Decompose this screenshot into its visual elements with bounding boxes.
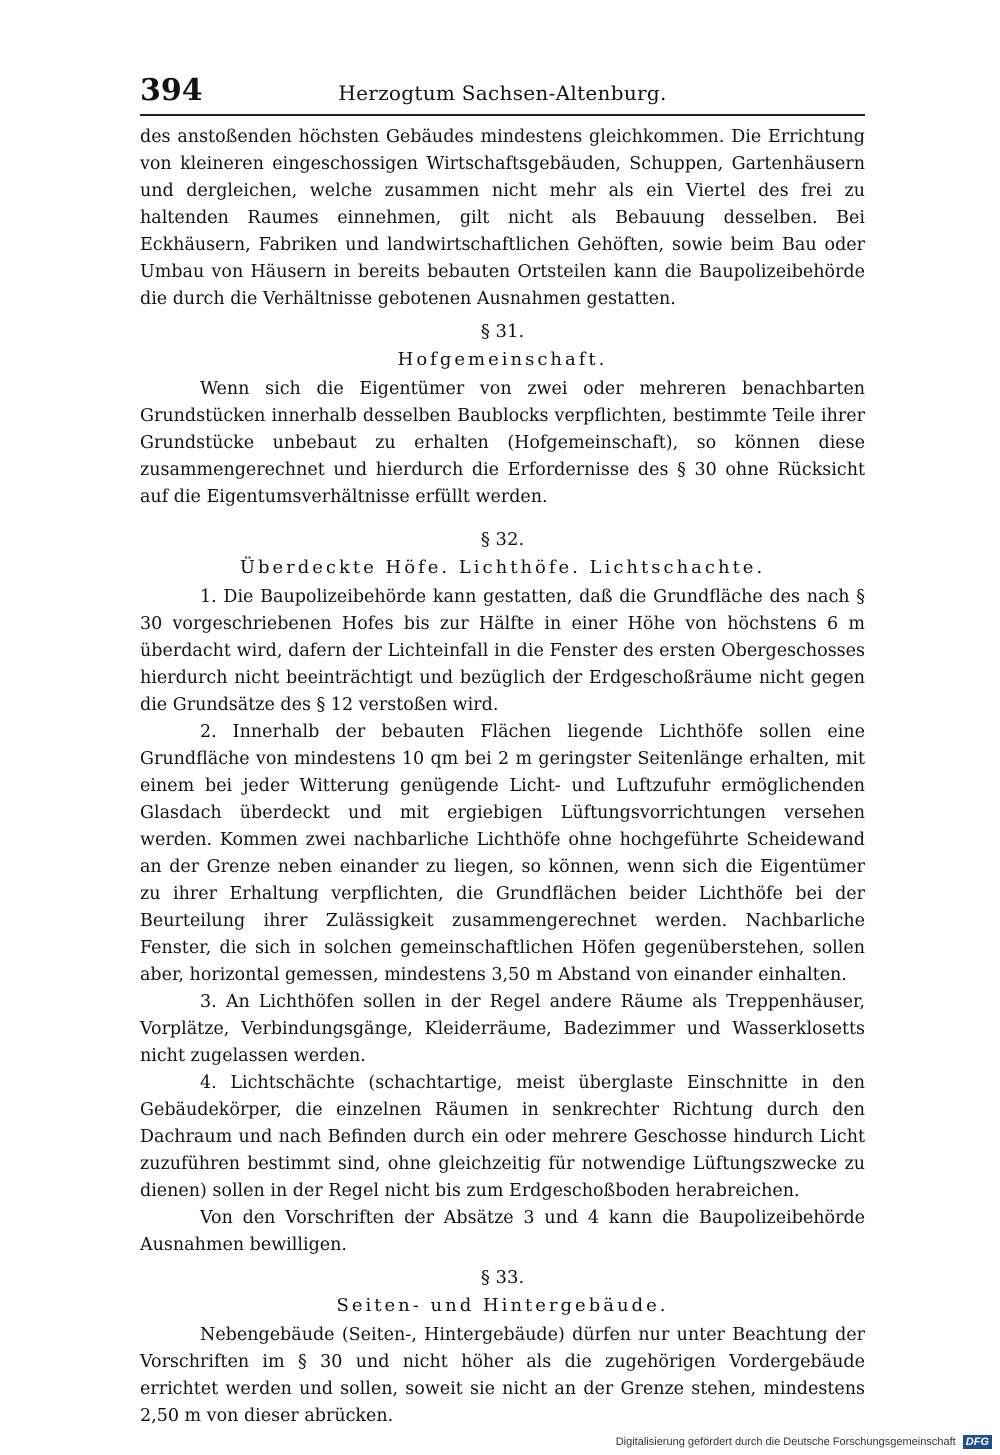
section-title: Hofgemeinschaft. xyxy=(397,349,608,370)
running-head: Herzogtum Sachsen-Altenburg. xyxy=(338,81,667,105)
section-33 xyxy=(140,1264,865,1430)
credit-text: Digitalisierung gefördert durch die Deutsche Forschungsgemeinschaft xyxy=(615,1436,956,1448)
paragraph-continuation: des anstoßenden höchsten Gebäudes mindestens gleichkommen. Die Errichtung von kleineren eingeschossigen Wirtschaftsgebäuden, Schuppen, Gartenhäusern und dergleichen, welche zusammen nicht mehr als ein Viertel des frei zu haltenden Raumes einnehmen, gilt nicht als Bebauung desselben. Bei Eckhäusern, Fabriken und landwirtschaftlichen Gehöften, sowie beim Bau oder Umbau von Häusern in bereits bebauten Ortsteilen kann die Baupolizeibehörde die durch die Verhältnisse gebotenen Ausnahmen gestatten. xyxy=(140,127,865,309)
spacer xyxy=(140,511,865,525)
section-paragraph: 4. Lichtschächte (schachtartige, meist überglaste Einschnitte in den Gebäudekörper, die einzelnen Räumen in senkrechter Richtung durch den Dachraum und nach Befinden durch ein oder mehrere Geschosse hindurch Licht zuzuführen bestimmt sind, ohne gleichzeitig für notwendige Lüftungszwecke zu dienen) sollen in der Regel nicht bis zum Erdgeschoßboden herabreichen. xyxy=(140,1073,865,1201)
spacer xyxy=(140,313,865,317)
page-header xyxy=(140,72,865,110)
section-paragraph: Von den Vorschriften der Absätze 3 und 4 kann die Baupolizeibehörde Ausnahmen bewilligen. xyxy=(140,1208,865,1255)
section-paragraph: 1. Die Baupolizeibehörde kann gestatten, daß die Grundfläche des nach § 30 vorgeschriebenen Hofes bis zur Hälfte in einer Höhe von höchstens 6 m überdacht wird, dafern der Lichteinfall in die Fenster des ersten Obergeschosses hierdurch nicht beeinträchtigt und bezüglich der Erdgeschoßräume nicht gegen die Grundsätze des § 12 verstoßen wird. xyxy=(140,587,865,715)
section-32 xyxy=(140,526,865,1259)
header-rule xyxy=(140,114,865,116)
section-paragraph: 3. An Lichthöfen sollen in der Regel andere Räume als Treppenhäuser, Vorplätze, Verbindungsgänge, Kleiderräume, Badezimmer und Wasserklosetts nicht zugelassen werden. xyxy=(140,992,865,1066)
page-number: 394 xyxy=(140,73,203,108)
section-title: Seiten- und Hintergebäude. xyxy=(336,1295,669,1316)
spacer xyxy=(140,1259,865,1263)
section-31 xyxy=(140,318,865,511)
body-text xyxy=(140,124,865,1430)
section-paragraph: Nebengebäude (Seiten-, Hintergebäude) dürfen nur unter Beachtung der Vorschriften im § 30 und nicht höher als die zugehörigen Vordergebäude errichtet werden und sollen, soweit sie nicht an der Grenze stehen, mindestens 2,50 m von dieser abrücken. xyxy=(140,1325,865,1426)
section-title: Überdeckte Höfe. Lichthöfe. Lichtschachte. xyxy=(239,557,766,578)
digitization-credit xyxy=(616,1435,992,1449)
section-number: § 32. xyxy=(480,529,525,550)
section-paragraph: Wenn sich die Eigentümer von zwei oder mehreren benachbarten Grundstücken innerhalb desselben Baublocks verpflichten, bestimmte Teile ihrer Grundstücke unbebaut zu erhalten (Hofgemeinschaft), so können diese zusammengerechnet und hierdurch die Erfordernisse des § 30 ohne Rücksicht auf die Eigentumsverhältnisse erfüllt werden. xyxy=(140,379,865,507)
section-number: § 31. xyxy=(480,321,525,342)
dfg-logo: DFG xyxy=(963,1435,992,1449)
section-number: § 33. xyxy=(480,1267,525,1288)
section-paragraph: 2. Innerhalb der bebauten Flächen liegende Lichthöfe sollen eine Grundfläche von mindestens 10 qm bei 2 m geringster Seitenlänge erhalten, mit einem bei jeder Witterung genügende Licht- und Luftzufuhr ermöglichenden Glasdach überdeckt und mit ergiebigen Lüftungsvorrichtungen versehen werden. Kommen zwei nachbarliche Lichthöfe ohne hochgeführte Scheidewand an der Grenze neben einander zu liegen, so können, wenn sich die Eigentümer zu ihrer Erhaltung verpflichten, die Grundflächen beider Lichthöfe bei der Beurteilung ihrer Zulässigkeit zusammengerechnet werden. Nachbarliche Fenster, die sich in solchen gemeinschaftlichen Höfen gegenüberstehen, sollen aber, horizontal gemessen, mindestens 3,50 m Abstand von einander einhalten. xyxy=(140,722,865,985)
